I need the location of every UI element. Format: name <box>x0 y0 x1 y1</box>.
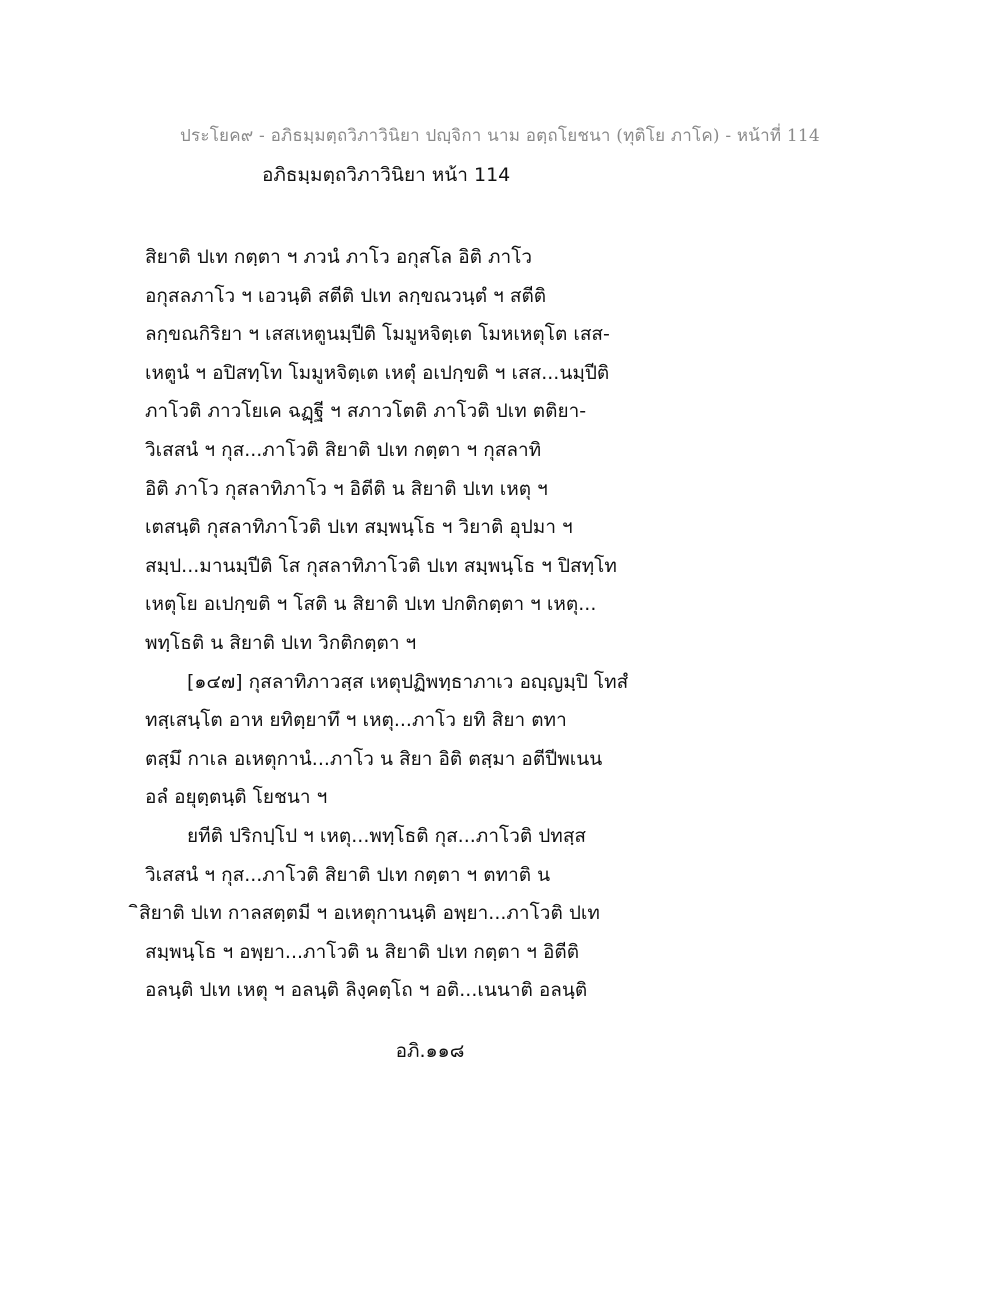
text-line: พทฺโธติ น สิยาติ ปเท วิกติกตฺตา ฯ <box>145 631 417 654</box>
running-header: ประโยค๙ - อภิธมฺมตฺถวิภาวินิยา ปญฺจิกา นาม อตฺถโยชนา (ทุติโย ภาโค) - หน้าที่ 114 <box>180 126 820 146</box>
text-line: ภาโวติ ภาวโยเค ฉฏฺฐี ฯ สภาวโตติ ภาโวติ ปเท ตติยา- <box>145 400 587 423</box>
footer-reference: อภิ.๑๑๘ <box>395 1040 465 1062</box>
page-subheader: อภิธมฺมตฺถวิภาวินิยา หน้า 114 <box>262 164 511 186</box>
text-line: สิยาติ ปเท กตฺตา ฯ ภวนํ ภาโว อกุสโล อิติ ภาโว <box>145 246 533 268</box>
text-line: ทสฺเสนฺโต อาห ยทิตฺยาทึ ฯ เหตุ...ภาโว ยทิ สิยา ตทา <box>145 709 567 732</box>
text-line: สมฺป...มานมฺปีติ โส กุสลาทิภาโวติ ปเท สมฺพนฺโธ ฯ ปิสทฺโท <box>145 554 617 577</box>
text-line: อิติ ภาโว กุสลาทิภาโว ฯ อิตีติ น สิยาติ ปเท เหตุ ฯ <box>145 477 548 500</box>
paragraph-start-line: [๑๔๗] กุสลาทิภาวสฺส เหตุปฏิพทฺธาภาเว อญฺญมฺปิ โทสํ <box>187 670 629 693</box>
text-line: อลนฺติ ปเท เหตุ ฯ อลนฺติ ลิงฺคตฺโถ ฯ อติ...เนนาติ อลนฺติ <box>145 979 588 1002</box>
text-line: เหตูนํ ฯ อปิสทฺโท โมมูหจิตฺเต เหตุํ อเปกฺขติ ฯ เสส...นมฺปีติ <box>145 361 610 384</box>
text-line: อลํ อยุตฺตนฺติ โยชนา ฯ <box>145 786 328 809</box>
text-line: วิเสสนํ ฯ กุส...ภาโวติ สิยาติ ปเท กตฺตา ฯ ตทาติ น <box>145 863 551 886</box>
text-line: ิสิยาติ ปเท กาลสตฺตมี ฯ อเหตุกานนฺติ อพฺยา...ภาโวติ ปเท <box>139 902 600 925</box>
text-line: อกุสลภาโว ฯ เอวนฺติ สตีติ ปเท ลกฺขณวนฺตํ ฯ สตีติ <box>145 284 547 307</box>
paragraph-start-line: ยทีติ ปริกปฺโป ฯ เหตุ...พทฺโธติ กุส...ภาโวติ ปทสฺส <box>187 824 587 847</box>
body-text <box>139 238 705 1010</box>
text-line: เหตุโย อเปกฺขติ ฯ โสติ น สิยาติ ปเท ปกติกตฺตา ฯ เหตุ... <box>145 593 597 616</box>
text-line: ตสฺมึ กาเล อเหตุกานํ...ภาโว น สิยา อิติ ตสฺมา อตีปีพเนน <box>145 747 603 770</box>
text-line: สมฺพนฺโธ ฯ อพฺยา...ภาโวติ น สิยาติ ปเท กตฺตา ฯ อิตีติ <box>145 940 580 963</box>
text-line: ลกฺขณกิริยา ฯ เสสเหตูนมฺปีติ โมมูหจิตฺเต โมหเหตุโต เสส- <box>145 323 610 346</box>
text-line: วิเสสนํ ฯ กุส...ภาโวติ สิยาติ ปเท กตฺตา ฯ กุสลาทิ <box>145 438 542 461</box>
text-line: เตสนฺติ กุสลาทิภาโวติ ปเท สมฺพนฺโธ ฯ วิยาติ อุปมา ฯ <box>145 516 573 539</box>
